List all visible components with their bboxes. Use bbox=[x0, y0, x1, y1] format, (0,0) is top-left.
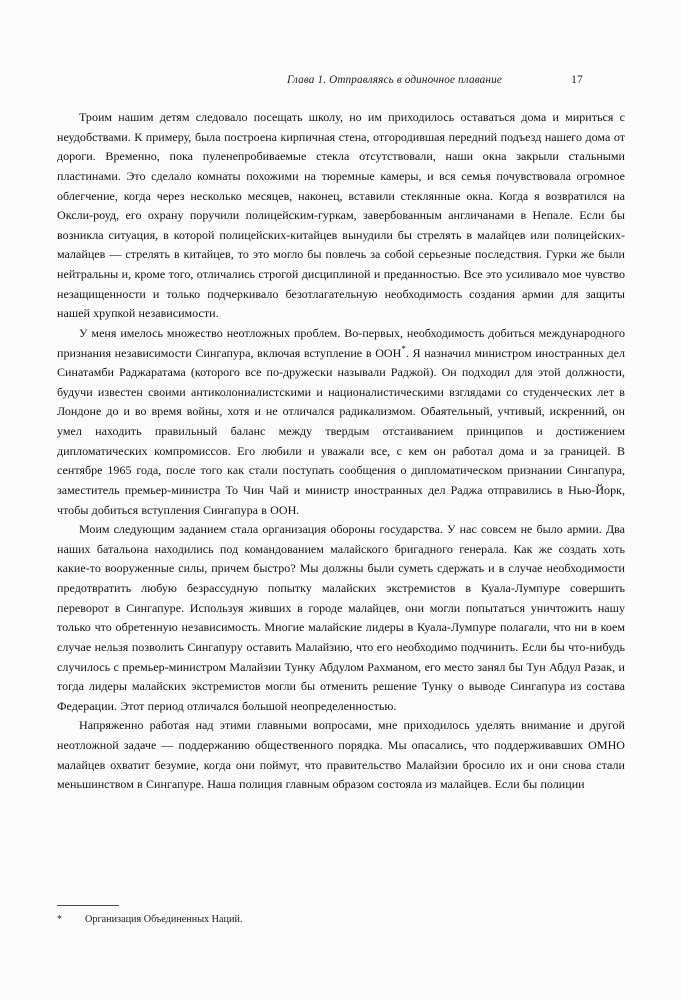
footnote-reference-marker: * bbox=[401, 343, 406, 354]
page-number: 17 bbox=[571, 74, 583, 86]
footnote-marker: * bbox=[57, 914, 62, 925]
footnote-area bbox=[57, 905, 625, 927]
paragraph: Напряженно работая над этими главными вопросами, мне приходилось уделять внимание и другой неотложной задаче — поддержанию общественного порядка. Мы опасались, что поддерживавших ОМНО малайцев охватит безумие, когда они поймут, что правительство Малайзии бросило их и они снова стали меньшинством в Сингапуре. Наша полиция главным образом состояла из малайцев. Если бы полиции bbox=[57, 718, 625, 792]
running-head bbox=[57, 74, 625, 90]
running-head-chapter-title: Глава 1. Отправляясь в одиночное плавание bbox=[287, 74, 502, 86]
footnote-entry bbox=[57, 913, 625, 927]
body-text-block bbox=[57, 108, 625, 795]
paragraph: Моим следующим заданием стала организация обороны государства. У нас совсем не было армии. Два наших батальона находились под командованием малайского бригадного генерала. Как же создать хоть какие-то вооруженные силы, причем быстро? Мы должны были суметь сдержать и в случае необходимости предотвратить любую безрассудную попытку малайских экстремистов в Куала-Лумпуре совершить переворот в Сингапуре. Используя живших в городе малайцев, они могли попытаться уничтожить нашу только что обретенную независимость. Многие малайские лидеры в Куала-Лумпуре полагали, что ни в коем случае нельзя позволить Сингапуру оставить Малайзию, что его необходимо подчинить. Если бы что-нибудь случилось с премьер-министром Малайзии Тунку Абдулом Рахманом, его место занял бы Тун Абдул Разак, и тогда лидеры малайских экстремистов могли бы отменить решение Тунку о выводе Сингапура из состава Федерации. Этот период отличался большой неопределенностью. bbox=[57, 522, 625, 713]
paragraph: У меня имелось множество неотложных проблем. Во-первых, необходимость добиться международного признания независимости Сингапура, включая вступление в ООН*. Я назначил министром иностранных дел Синатамби Раджаратама (которого все по-дружески называли Раджой). Он подходил для этой должности, будучи известен своими антиколониалистскими и националистическими взглядами со студенческих лет в Лондоне до и во время войны, хотя и не отличался радикализмом. Обаятельный, учтивый, искренний, он умел находить правильный баланс между твердым отстаиванием принципов и достижением дипломатических компромиссов. Его любили и уважали все, с кем он работал дома и за границей. В сентябре 1965 года, после того как стали поступать сообщения о дипломатическом признании Сингапура, заместитель премьер-министра То Чин Чай и министр иностранных дел Раджа отправились в Нью-Йорк, чтобы добиться вступления Сингапура в ООН. bbox=[57, 325, 625, 517]
footnote-text: Организация Объединенных Наций. bbox=[85, 914, 243, 925]
paragraph: Троим нашим детям следовало посещать школу, но им приходилось оставаться дома и мириться с неудобствами. К примеру, была построена кирпичная стена, отгородившая передний подъезд нашего дома от дороги. Временно, пока пуленепробиваемые стекла отсутствовали, наши окна закрыли стальными пластинами. Это сделало комнаты похожими на тюремные камеры, и вся семья почувствовала огромное облегчение, когда через несколько месяцев, наконец, вставили стеклянные окна. Когда я возвратился на Оксли-роуд, его охрану поручили полицейским-гуркам, завербованным англичанами в Непале. Если бы возникла ситуация, в которой полицейских-китайцев вынудили бы стрелять в малайцев или полицейских-малайцев — стрелять в китайцев, то это могло бы повлечь за собой серьезные последствия. Гурки же были нейтральны и, кроме того, отличались строгой дисциплиной и преданностью. Все это усиливало мое чувство незащищенности и только подчеркивало безотлагательную необходимость создания армии для защиты нашей хрупкой независимости. bbox=[57, 110, 625, 321]
footnote-separator-rule bbox=[57, 905, 119, 906]
